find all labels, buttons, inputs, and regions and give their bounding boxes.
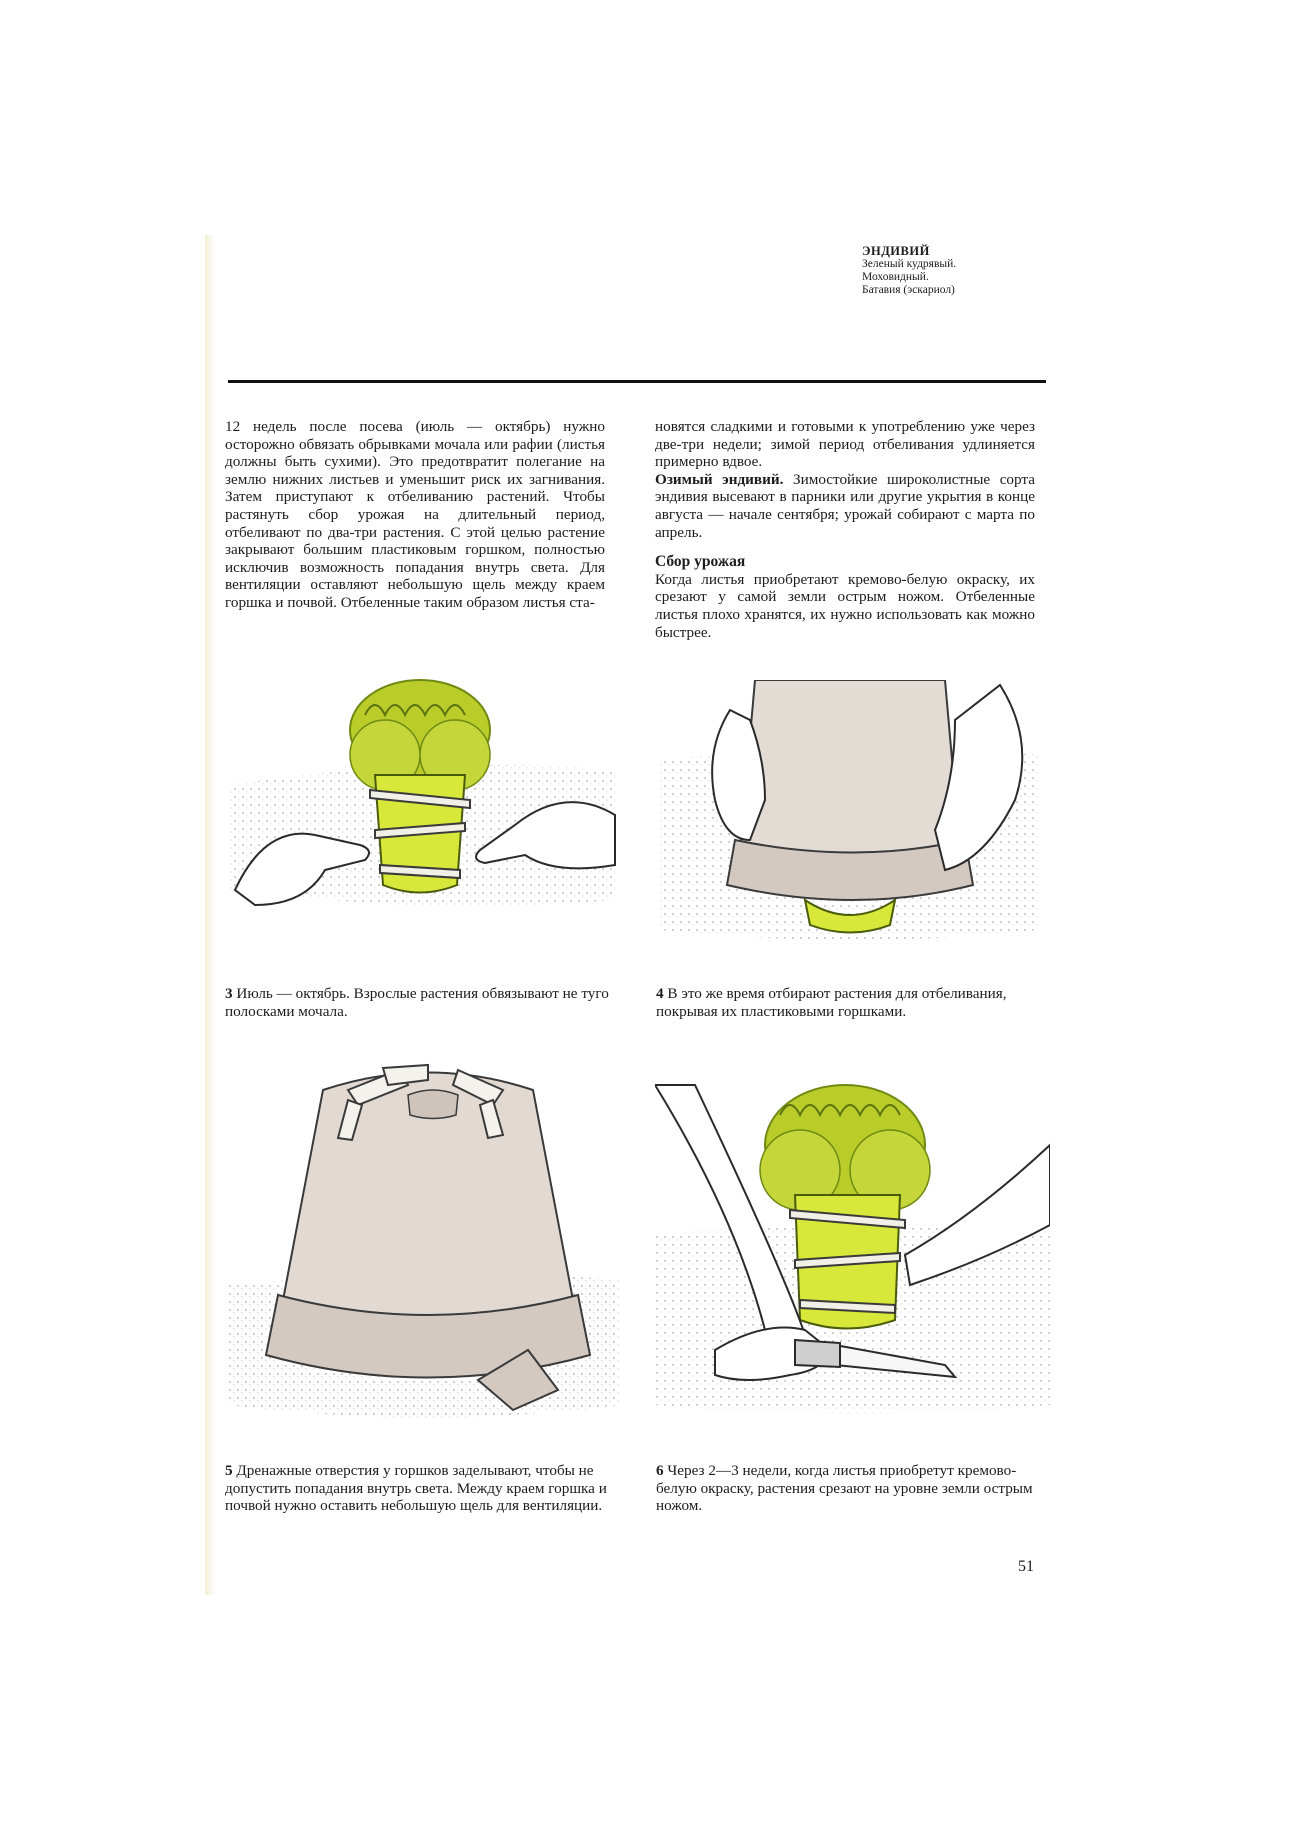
plastic-pot [740,680,960,863]
endive-leaves [760,1085,930,1210]
body-paragraph: 12 недель после посева (июль — октябрь) нужно осторожно обвязать обрывками мочала или рафии (листья должны быть сухими). Это предотвратит полегание на землю нижних листьев и уменьшит риск их загнивания. Затем приступают к отбеливанию растений. Чтобы растянуть сбор урожая на длительный период, отбеливают по два-три растения. С этой целью растение закрывают большим пластиковым горшком, полностью исключив возможность попадания внутрь света. Для вентиляции оставляют небольшую щель между краем горшка и почвой. Отбеленные таким образом листья ста- [225,418,605,611]
figure-cutting-knife [655,1075,1050,1435]
right-text-column [655,418,1035,641]
left-text-column [225,418,605,612]
caption-text: Через 2—3 недели, когда листья приобретут кремово-белую окраску, растения срезают на уровне земли острым ножом. [656,1462,1033,1514]
running-head-title: ЭНДИВИЙ [862,244,930,258]
caption-figure-6 [656,1462,1056,1515]
page-edge [205,235,215,1595]
winter-endive-text: Зимостойкие широколистные сорта эндивия высевают в парники или другие укрытия в конце августа — начале сентября; урожай собирают с марта по апрель. [655,470,1035,541]
caption-text: Дренажные отверстия у горшков заделывают, чтобы не допустить попадания внутрь света. Между краем горшка и почвой нужно оставить небольшую щель для вентиляции. [225,1462,607,1514]
running-head-line: Зеленый кудрявый. [862,258,957,270]
caption-figure-3 [225,985,625,1020]
caption-text: Июль — октябрь. Взрослые растения обвязывают не туго полосками мочала. [225,985,609,1020]
body-paragraph: новятся сладкими и готовыми к употреблению уже через две-три недели; зимой период отбеливания удлиняется примерно вдвое. [655,418,1035,471]
caption-text: В это же время отбирают растения для отбеливания, покрывая их пластиковыми горшками. [656,985,1007,1020]
caption-number: 6 [656,1462,664,1479]
harvest-heading: Сбор урожая [655,553,746,571]
figure-tying-plant [225,675,620,965]
running-head [862,245,1122,297]
harvest-paragraph: Когда листья приобретают кремово-белую окраску, их срезают у самой земли острым ножом. Отбеленные листья плохо хранятся, их нужно использовать как можно быстрее. [655,570,1035,641]
winter-endive-title: Озимый эндивий. [655,470,784,488]
header-rule [228,380,1046,383]
figure-covering-pot [655,680,1045,965]
knife-handle [795,1340,840,1367]
page-number: 51 [1018,1558,1034,1575]
endive-leaves [350,680,490,790]
running-head-line: Батавия (эскариол) [862,284,955,296]
drainage-patch [408,1090,458,1119]
caption-number: 5 [225,1462,233,1479]
caption-figure-4 [656,985,1056,1020]
caption-figure-5 [225,1462,625,1515]
running-head-line: Моховидный. [862,271,929,283]
caption-number: 4 [656,985,664,1002]
caption-number: 3 [225,985,233,1002]
figure-pot-drainage [228,1060,620,1438]
body-paragraph [655,471,1035,541]
